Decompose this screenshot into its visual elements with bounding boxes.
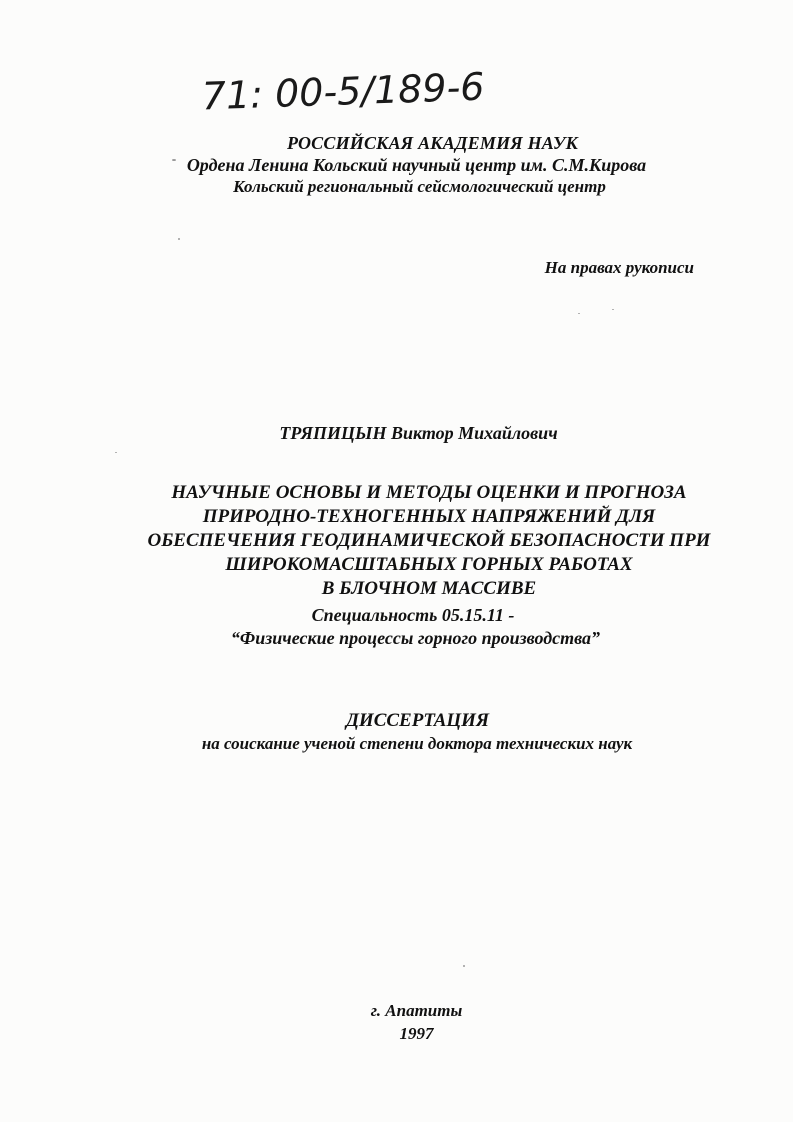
scan-speck: [172, 159, 176, 161]
author-name: ТРЯПИЦЫН Виктор Михайлович: [279, 423, 558, 443]
dissertation-subheading: на соискание ученой степени доктора технических наук: [201, 734, 633, 753]
speciality-name: “Физические процессы горного производства”: [230, 628, 601, 648]
speciality-code: Специальность 05.15.11 -: [311, 605, 515, 625]
institution-line-1: РОССИЙСКАЯ АКАДЕМИЯ НАУК: [287, 133, 578, 153]
institution-line-3: Кольский региональный сейсмологический центр: [233, 177, 606, 196]
title-line: В БЛОЧНОМ МАССИВЕ: [321, 578, 537, 599]
publication-year: 1997: [399, 1024, 434, 1043]
dissertation-heading: ДИССЕРТАЦИЯ: [345, 710, 490, 731]
title-line: ОБЕСПЕЧЕНИЯ ГЕОДИНАМИЧЕСКОЙ БЕЗОПАСНОСТИ ПРИ: [147, 530, 711, 551]
institution-line-2: Ордена Ленина Кольский научный центр им. С.М.Кирова: [186, 155, 647, 175]
scan-speck: [178, 238, 180, 240]
scan-speck: [612, 309, 614, 310]
handwritten-archive-number: [198, 58, 528, 128]
scan-speck: [578, 313, 580, 314]
title-line: НАУЧНЫЕ ОСНОВЫ И МЕТОДЫ ОЦЕНКИ И ПРОГНОЗА: [171, 482, 687, 503]
handwritten-archive-number-text: 71: 00-5/189-6: [201, 64, 486, 119]
manuscript-rights-note: На правах рукописи: [544, 258, 694, 277]
place-of-publication: г. Апатиты: [370, 1001, 463, 1020]
scan-speck: [463, 965, 465, 967]
dissertation-title: [0, 481, 793, 601]
title-line: ПРИРОДНО-ТЕХНОГЕННЫХ НАПРЯЖЕНИЙ ДЛЯ: [202, 506, 656, 527]
title-line: ШИРОКОМАСШТАБНЫХ ГОРНЫХ РАБОТАХ: [225, 554, 633, 575]
scan-speck: [115, 452, 117, 453]
